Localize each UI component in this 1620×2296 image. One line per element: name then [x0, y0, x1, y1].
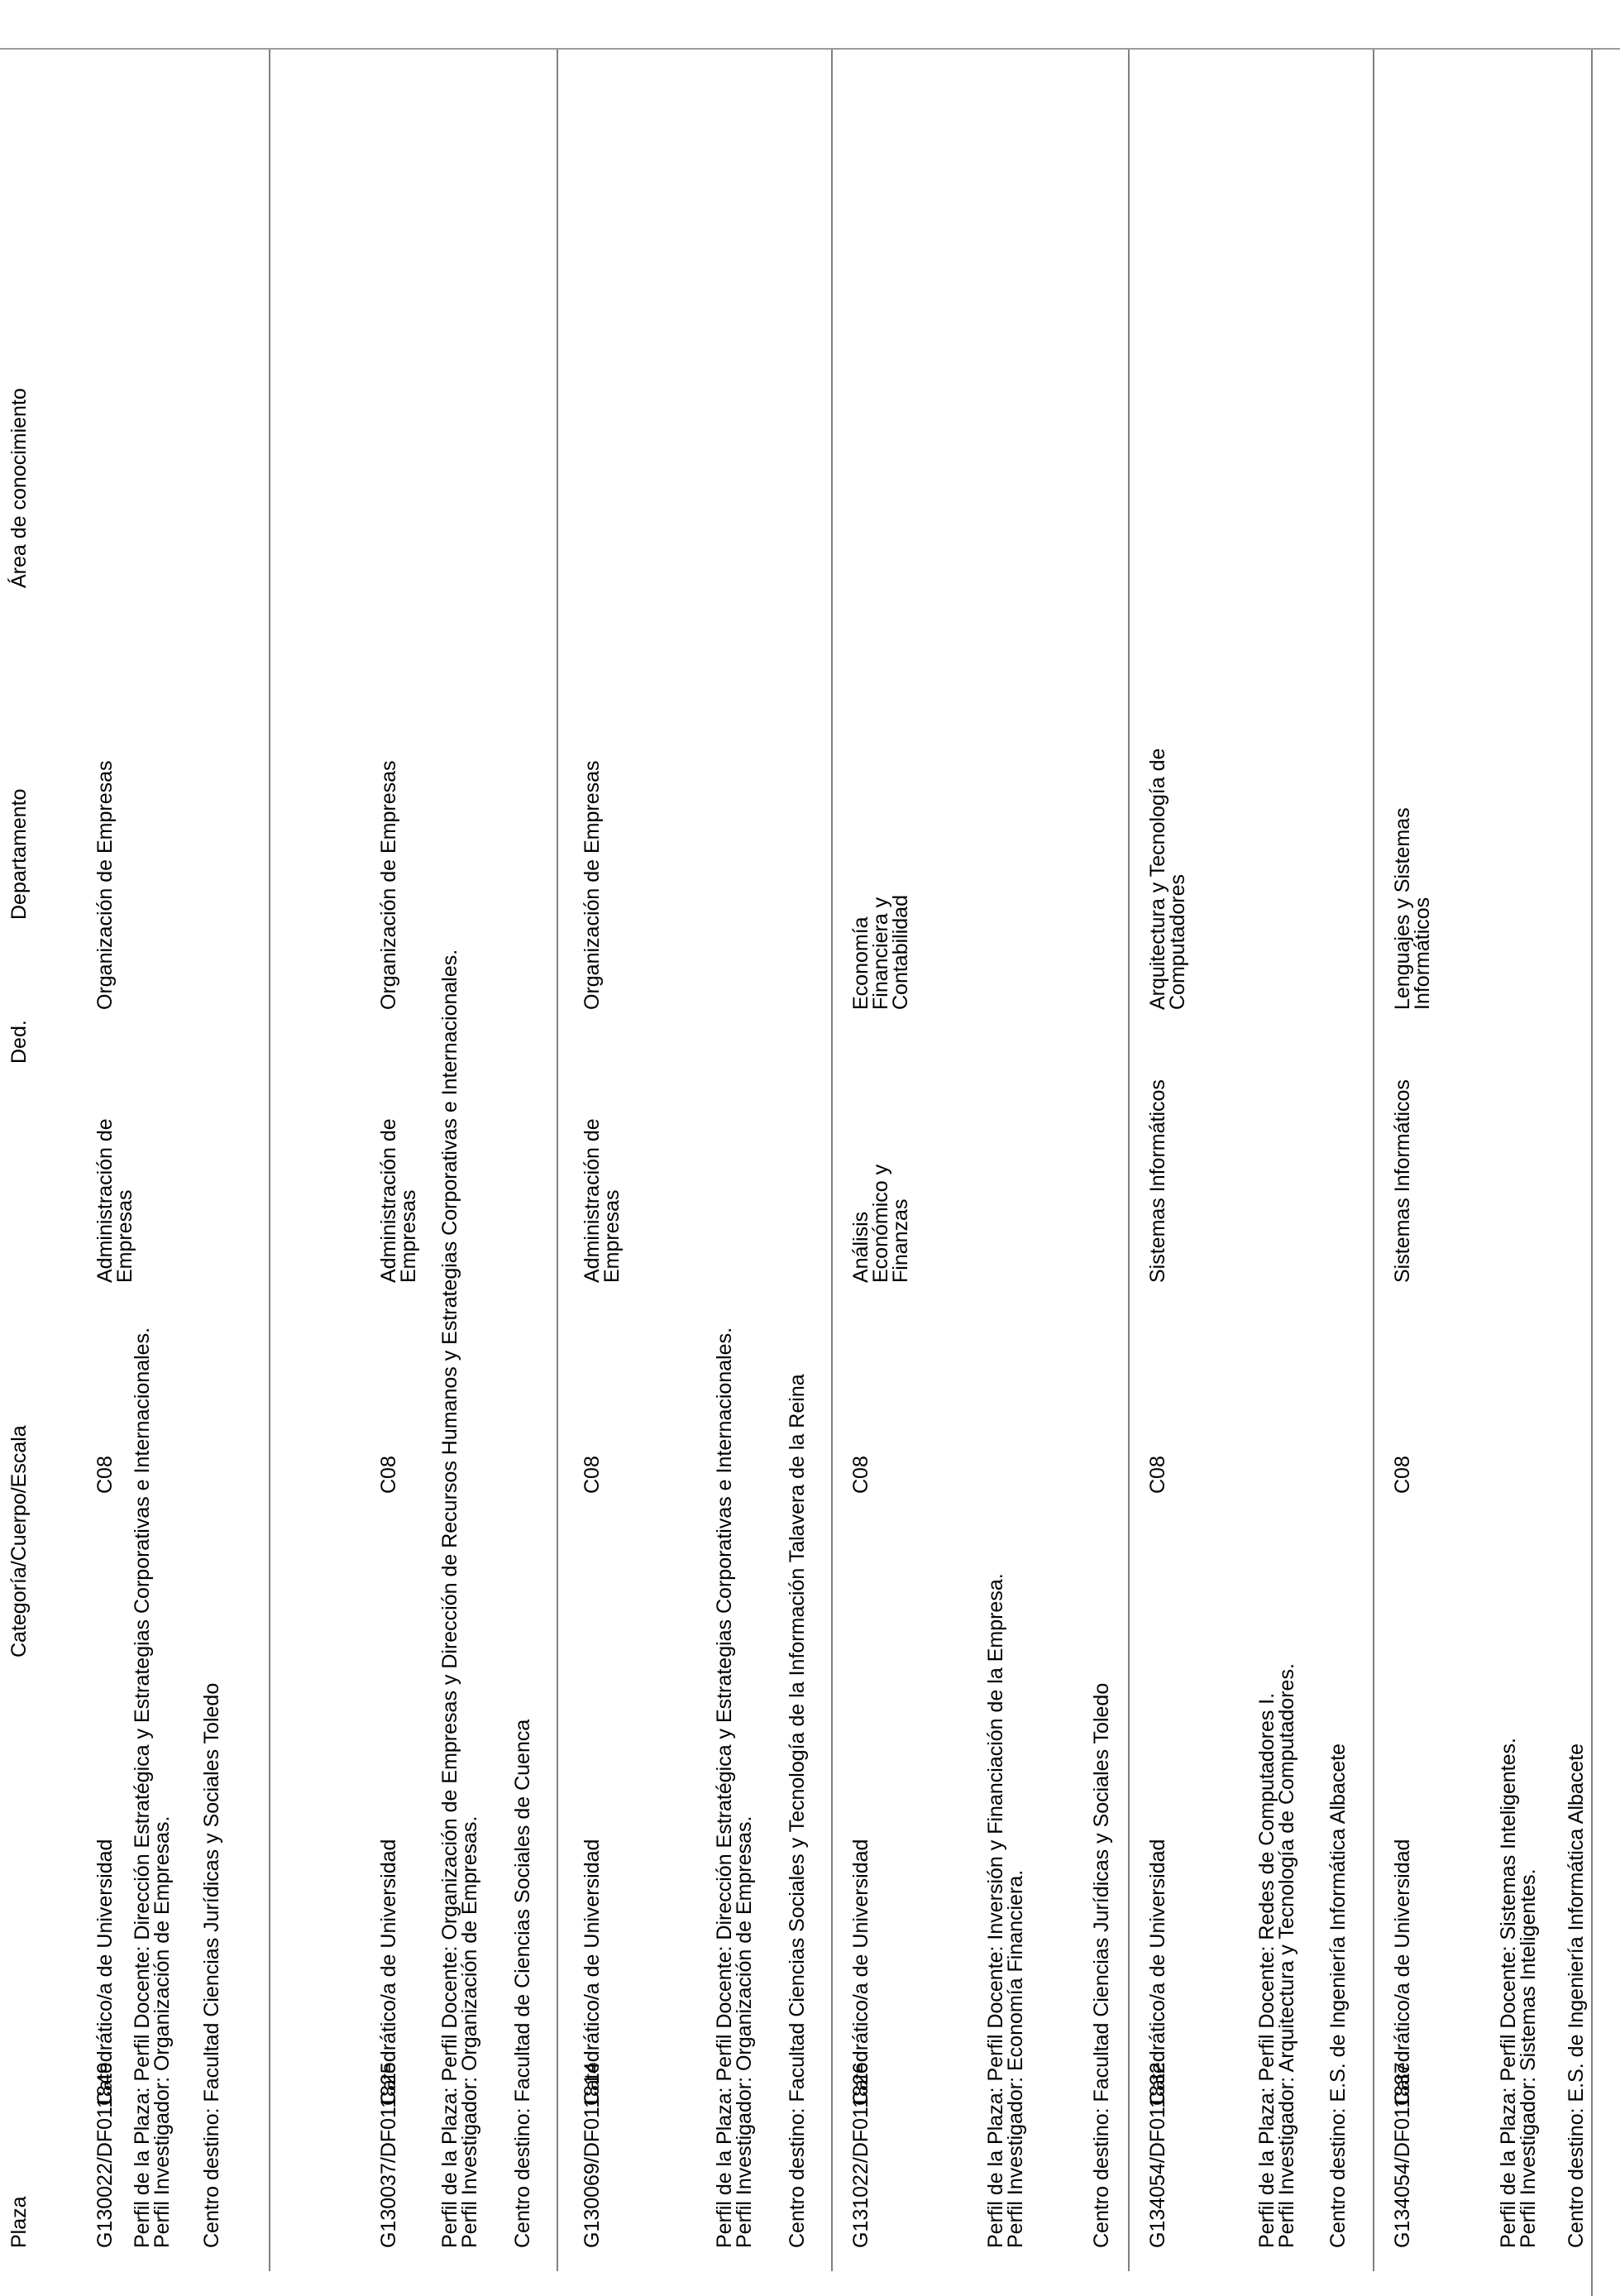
plaza-code: G134054/DF011832 — [1146, 2062, 1169, 2248]
centro-destino: Centro destino: E.S. de Ingeniería Informática Albacete — [1326, 1743, 1350, 2248]
categoria-cell: Catedrático/a de Universidad — [377, 1839, 400, 2106]
perfil-plaza: Perfil de la Plaza: Perfil Docente: Inversión y Financiación de la Empresa. — [984, 1573, 1007, 2248]
perfil-plaza: Perfil de la Plaza: Perfil Docente: Organización de Empresas y Dirección de Recursos Humanos y Estrategias Corporativas e Internacionales. — [438, 949, 461, 2248]
header-dedicacion: Ded. — [7, 1020, 31, 1064]
dedicacion-cell: C08 — [1391, 1456, 1414, 1494]
area-cell: Economía Financiera y Contabilidad — [849, 895, 912, 1010]
row-separator — [1373, 50, 1374, 2271]
departamento-cell: Administración de Empresas — [377, 1118, 420, 1283]
departamento-cell: Sistemas Informáticos — [1146, 1079, 1169, 1283]
bottom-border — [1591, 50, 1593, 2296]
perfil-investigador: Perfil Investigador: Arquitectura y Tecnología de Computadores. — [1275, 1663, 1298, 2248]
plaza-code: G130069/DF011814 — [581, 2062, 604, 2248]
dedicacion-cell: C08 — [93, 1456, 117, 1494]
row-separator — [1128, 50, 1130, 2271]
right-border — [0, 48, 1620, 50]
area-cell: Organización de Empresas — [377, 760, 400, 1010]
departamento-cell: Administración de Empresas — [93, 1118, 136, 1283]
perfil-investigador: Perfil Investigador: Organización de Empresas. — [733, 1815, 756, 2248]
plaza-code: G134054/DF011837 — [1391, 2062, 1414, 2248]
plaza-code: G130037/DF011825 — [377, 2062, 400, 2248]
categoria-cell: Catedrático/a de Universidad — [849, 1839, 872, 2106]
centro-destino: Centro destino: E.S. de Ingeniería Informática Albacete — [1565, 1743, 1588, 2248]
centro-destino: Centro destino: Facultad Ciencias Jurídicas y Sociales Toledo — [1090, 1682, 1113, 2248]
area-cell: Organización de Empresas — [93, 760, 117, 1010]
plaza-code: G131022/DF011826 — [849, 2062, 872, 2248]
departamento-cell: Sistemas Informáticos — [1391, 1079, 1414, 1283]
departamento-cell: Administración de Empresas — [581, 1118, 624, 1283]
area-cell: Arquitectura y Tecnología de Computadores — [1146, 748, 1189, 1010]
centro-destino: Centro destino: Facultad de Ciencias Sociales de Cuenca — [511, 1719, 534, 2248]
categoria-cell: Catedrático/a de Universidad — [1146, 1839, 1169, 2106]
perfil-plaza: Perfil de la Plaza: Perfil Docente: Redes de Computadores I. — [1255, 1692, 1278, 2248]
dedicacion-cell: C08 — [1146, 1456, 1169, 1494]
perfil-investigador: Perfil Investigador: Sistemas Inteligentes. — [1517, 1868, 1540, 2248]
centro-destino: Centro destino: Facultad Ciencias Jurídicas y Sociales Toledo — [200, 1682, 223, 2248]
area-cell: Organización de Empresas — [581, 760, 604, 1010]
categoria-cell: Catedrático/a de Universidad — [1391, 1839, 1414, 2106]
perfil-investigador: Perfil Investigador: Organización de Empresas. — [458, 1815, 481, 2248]
row-separator — [557, 50, 558, 2271]
row-separator — [269, 50, 270, 2271]
header-plaza: Plaza — [7, 2196, 31, 2248]
header-departamento: Departamento — [7, 788, 31, 920]
dedicacion-cell: C08 — [849, 1456, 872, 1494]
categoria-cell: Catedrático/a de Universidad — [581, 1839, 604, 2106]
header-area: Área de conocimiento — [7, 388, 31, 588]
header-categoria: Categoría/Cuerpo/Escala — [7, 1425, 31, 1657]
row-separator — [831, 50, 833, 2271]
dedicacion-cell: C08 — [581, 1456, 604, 1494]
perfil-plaza: Perfil de la Plaza: Perfil Docente: Sistemas Inteligentes. — [1497, 1738, 1520, 2248]
centro-destino: Centro destino: Facultad Ciencias Sociales y Tecnología de la Información Talavera de la Reina — [786, 1374, 809, 2248]
area-cell: Lenguajes y Sistemas Informáticos — [1391, 807, 1434, 1010]
departamento-cell: Análisis Económico y Finanzas — [849, 1164, 912, 1283]
perfil-plaza: Perfil de la Plaza: Perfil Docente: Dirección Estratégica y Estrategias Corporativas e Internacionales. — [131, 1327, 154, 2248]
perfil-plaza: Perfil de la Plaza: Perfil Docente: Dirección Estratégica y Estrategias Corporativas e Internacionales. — [713, 1327, 736, 2248]
categoria-cell: Catedrático/a de Universidad — [93, 1839, 117, 2106]
perfil-investigador: Perfil Investigador: Organización de Empresas. — [151, 1815, 174, 2248]
plaza-code: G130022/DF011849 — [93, 2062, 117, 2248]
dedicacion-cell: C08 — [377, 1456, 400, 1494]
perfil-investigador: Perfil Investigador: Economía Financiera. — [1004, 1869, 1027, 2248]
